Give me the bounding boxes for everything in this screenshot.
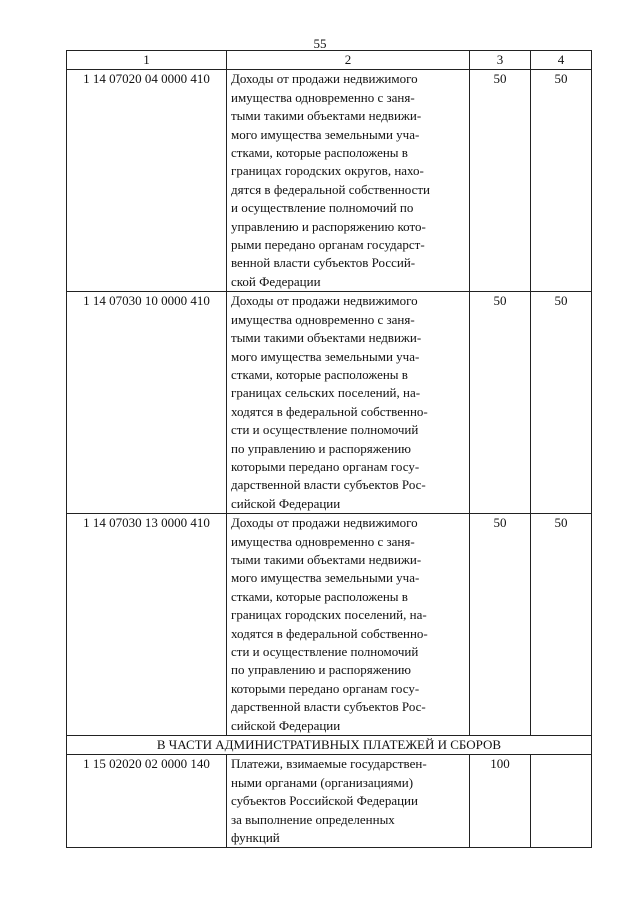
- text-line: ской Федерации: [231, 273, 321, 289]
- text-line: стками, которые расположены в: [231, 145, 408, 161]
- budget-code: 1 15 02020 02 0000 140: [67, 755, 227, 848]
- text-line: ходятся в федеральной собственно-: [231, 625, 428, 641]
- text-line: которыми передано органам госу-: [231, 458, 420, 474]
- column-4-value: 50: [531, 292, 592, 514]
- page-number: 55: [313, 36, 327, 51]
- text-line: Доходы от продажи недвижимого: [231, 293, 418, 309]
- column-3-value: 50: [470, 70, 531, 292]
- text-line: имущества одновременно с заня-: [231, 533, 415, 549]
- column-4-value: 50: [531, 514, 592, 736]
- text-line: тыми такими объектами недвижи-: [231, 330, 422, 346]
- section-title: В ЧАСТИ АДМИНИСТРАТИВНЫХ ПЛАТЕЖЕЙ И СБОРОВ: [67, 736, 592, 755]
- text-line: сийской Федерации: [231, 717, 341, 733]
- column-3-value: 50: [470, 514, 531, 736]
- text-line: функций: [231, 830, 280, 846]
- text-line: сти и осуществление полномочий: [231, 422, 419, 438]
- table-row: [67, 292, 592, 514]
- text-line: дятся в федеральной собственности: [231, 181, 431, 197]
- text-line: границах городских поселений, на-: [231, 607, 427, 623]
- text-line: границах городских округов, нахо-: [231, 163, 424, 179]
- text-line: тыми такими объектами недвижи-: [231, 108, 422, 124]
- text-line: рыми передано органам государст-: [231, 237, 425, 253]
- column-header-4: 4: [531, 51, 592, 70]
- table-row: [67, 514, 592, 736]
- column-header-2: 2: [227, 51, 470, 70]
- column-4-value: [531, 755, 592, 848]
- income-description: [227, 292, 470, 514]
- text-line: за выполнение определенных: [231, 811, 395, 827]
- text-line: мого имущества земельными уча-: [231, 348, 420, 364]
- text-line: Платежи, взимаемые государствен-: [231, 756, 427, 772]
- table-row: [67, 755, 592, 848]
- text-line: по управлению и распоряжению: [231, 662, 411, 678]
- text-line: по управлению и распоряжению: [231, 440, 411, 456]
- text-line: тыми такими объектами недвижи-: [231, 551, 422, 567]
- column-3-value: 100: [470, 755, 531, 848]
- text-line: ными органами (организациями): [231, 774, 414, 790]
- budget-code: 1 14 07030 10 0000 410: [67, 292, 227, 514]
- revenue-table: [66, 50, 592, 848]
- text-line: дарственной власти субъектов Рос-: [231, 477, 426, 493]
- text-line: Доходы от продажи недвижимого: [231, 515, 418, 531]
- text-line: стками, которые расположены в: [231, 588, 408, 604]
- column-header-3: 3: [470, 51, 531, 70]
- text-line: имущества одновременно с заня-: [231, 89, 415, 105]
- text-line: сийской Федерации: [231, 495, 341, 511]
- text-line: Доходы от продажи недвижимого: [231, 71, 418, 87]
- income-description: [227, 514, 470, 736]
- section-header-row: [67, 736, 592, 755]
- text-line: ходятся в федеральной собственно-: [231, 403, 428, 419]
- column-header-1: 1: [67, 51, 227, 70]
- text-line: стками, которые расположены в: [231, 366, 408, 382]
- column-4-value: 50: [531, 70, 592, 292]
- column-3-value: 50: [470, 292, 531, 514]
- table-row: [67, 70, 592, 292]
- text-line: границах сельских поселений, на-: [231, 385, 421, 401]
- budget-code: 1 14 07030 13 0000 410: [67, 514, 227, 736]
- text-line: имущества одновременно с заня-: [231, 311, 415, 327]
- text-line: управлению и распоряжению кото-: [231, 218, 426, 234]
- text-line: и осуществление полномочий по: [231, 200, 414, 216]
- text-line: сти и осуществление полномочий: [231, 644, 419, 659]
- text-line: которыми передано органам госу-: [231, 680, 420, 696]
- text-line: мого имущества земельными уча-: [231, 570, 420, 586]
- text-line: субъектов Российской Федерации: [231, 793, 418, 809]
- income-description: [227, 755, 470, 848]
- text-line: мого имущества земельными уча-: [231, 126, 420, 142]
- budget-code: 1 14 07020 04 0000 410: [67, 70, 227, 292]
- income-description: [227, 70, 470, 292]
- text-line: венной власти субъектов Россий-: [231, 255, 416, 271]
- text-line: дарственной власти субъектов Рос-: [231, 699, 426, 715]
- table-header-row: [67, 51, 592, 70]
